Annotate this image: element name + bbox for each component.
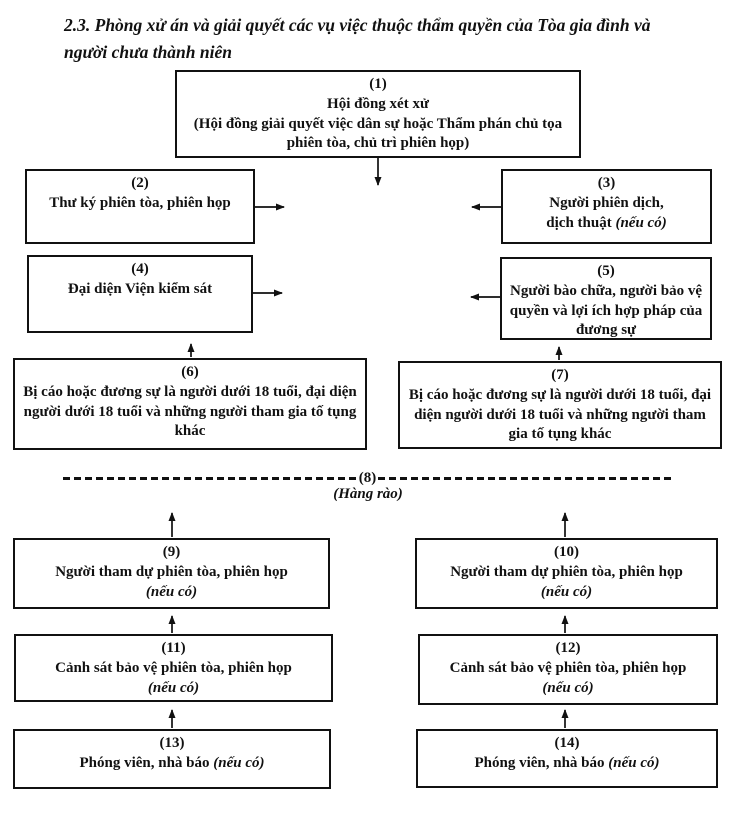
fence-label: (Hàng rào) [333,486,403,502]
box-number: (7) [551,367,569,383]
box-number: (4) [131,261,149,277]
box-label: Người phiên dịch, dịch thuật (nếu có) [546,194,667,231]
box-label: Đại diện Viện kiểm sát [67,280,213,297]
box-number: (3) [597,175,616,191]
box-note: (nếu có) [540,583,593,600]
box-note: (nếu có) [542,679,594,696]
box-label: Người tham dự phiên tòa, phiên họp [55,563,288,580]
box-label: Bị cáo hoặc đương sự là người dưới 18 tuổi, đại diện người dưới 18 tuổi và những người tham gia tố tụng khác [408,386,712,443]
fence-number: (8) [358,469,377,486]
box-number: (14) [554,735,580,751]
box-label: Người bào chữa, người bảo vệ quyền và lợi ích hợp pháp của đương sự [509,282,703,339]
diagram-title: 2.3. Phòng xử án và giải quyết các vụ việc thuộc thẩm quyền của Tòa gia đình và người chưa thành niên [64,15,651,63]
box-label: Cảnh sát bảo vệ phiên tòa, phiên họp [449,659,687,676]
box-number: (1) [369,76,387,92]
box-number: (2) [131,175,149,191]
box-number: (6) [181,364,199,380]
box-number: (13) [159,735,185,751]
box-note: (nếu có) [145,583,198,600]
box-number: (5) [597,263,615,279]
box-note: (nếu có) [615,214,667,231]
box-label: Phóng viên, nhà báo (nếu có) [474,754,660,771]
box-note: (nếu có) [213,754,265,771]
box-label: Cảnh sát bảo vệ phiên tòa, phiên họp [55,659,292,676]
box-sublabel: (Hội đồng giải quyết việc dân sự hoặc Thẩm phán chủ tọa phiên tòa, chủ trì phiên họp) [193,115,563,152]
box-number: (10) [554,544,579,560]
box-note: (nếu có) [608,754,660,771]
box-number: (11) [161,640,186,656]
box-label: Phóng viên, nhà báo (nếu có) [79,754,265,771]
box-note: (nếu có) [147,679,200,696]
box-number: (9) [162,544,181,560]
box-label: Bị cáo hoặc đương sự là người dưới 18 tuổi, đại diện người dưới 18 tuổi và những người tham gia tố tụng khác [23,383,357,440]
box-label: Người tham dự phiên tòa, phiên họp [450,563,683,580]
box-number: (12) [555,640,581,656]
box-label: Thư ký phiên tòa, phiên họp [49,194,231,211]
box-label: Hội đồng xét xử [327,95,429,112]
